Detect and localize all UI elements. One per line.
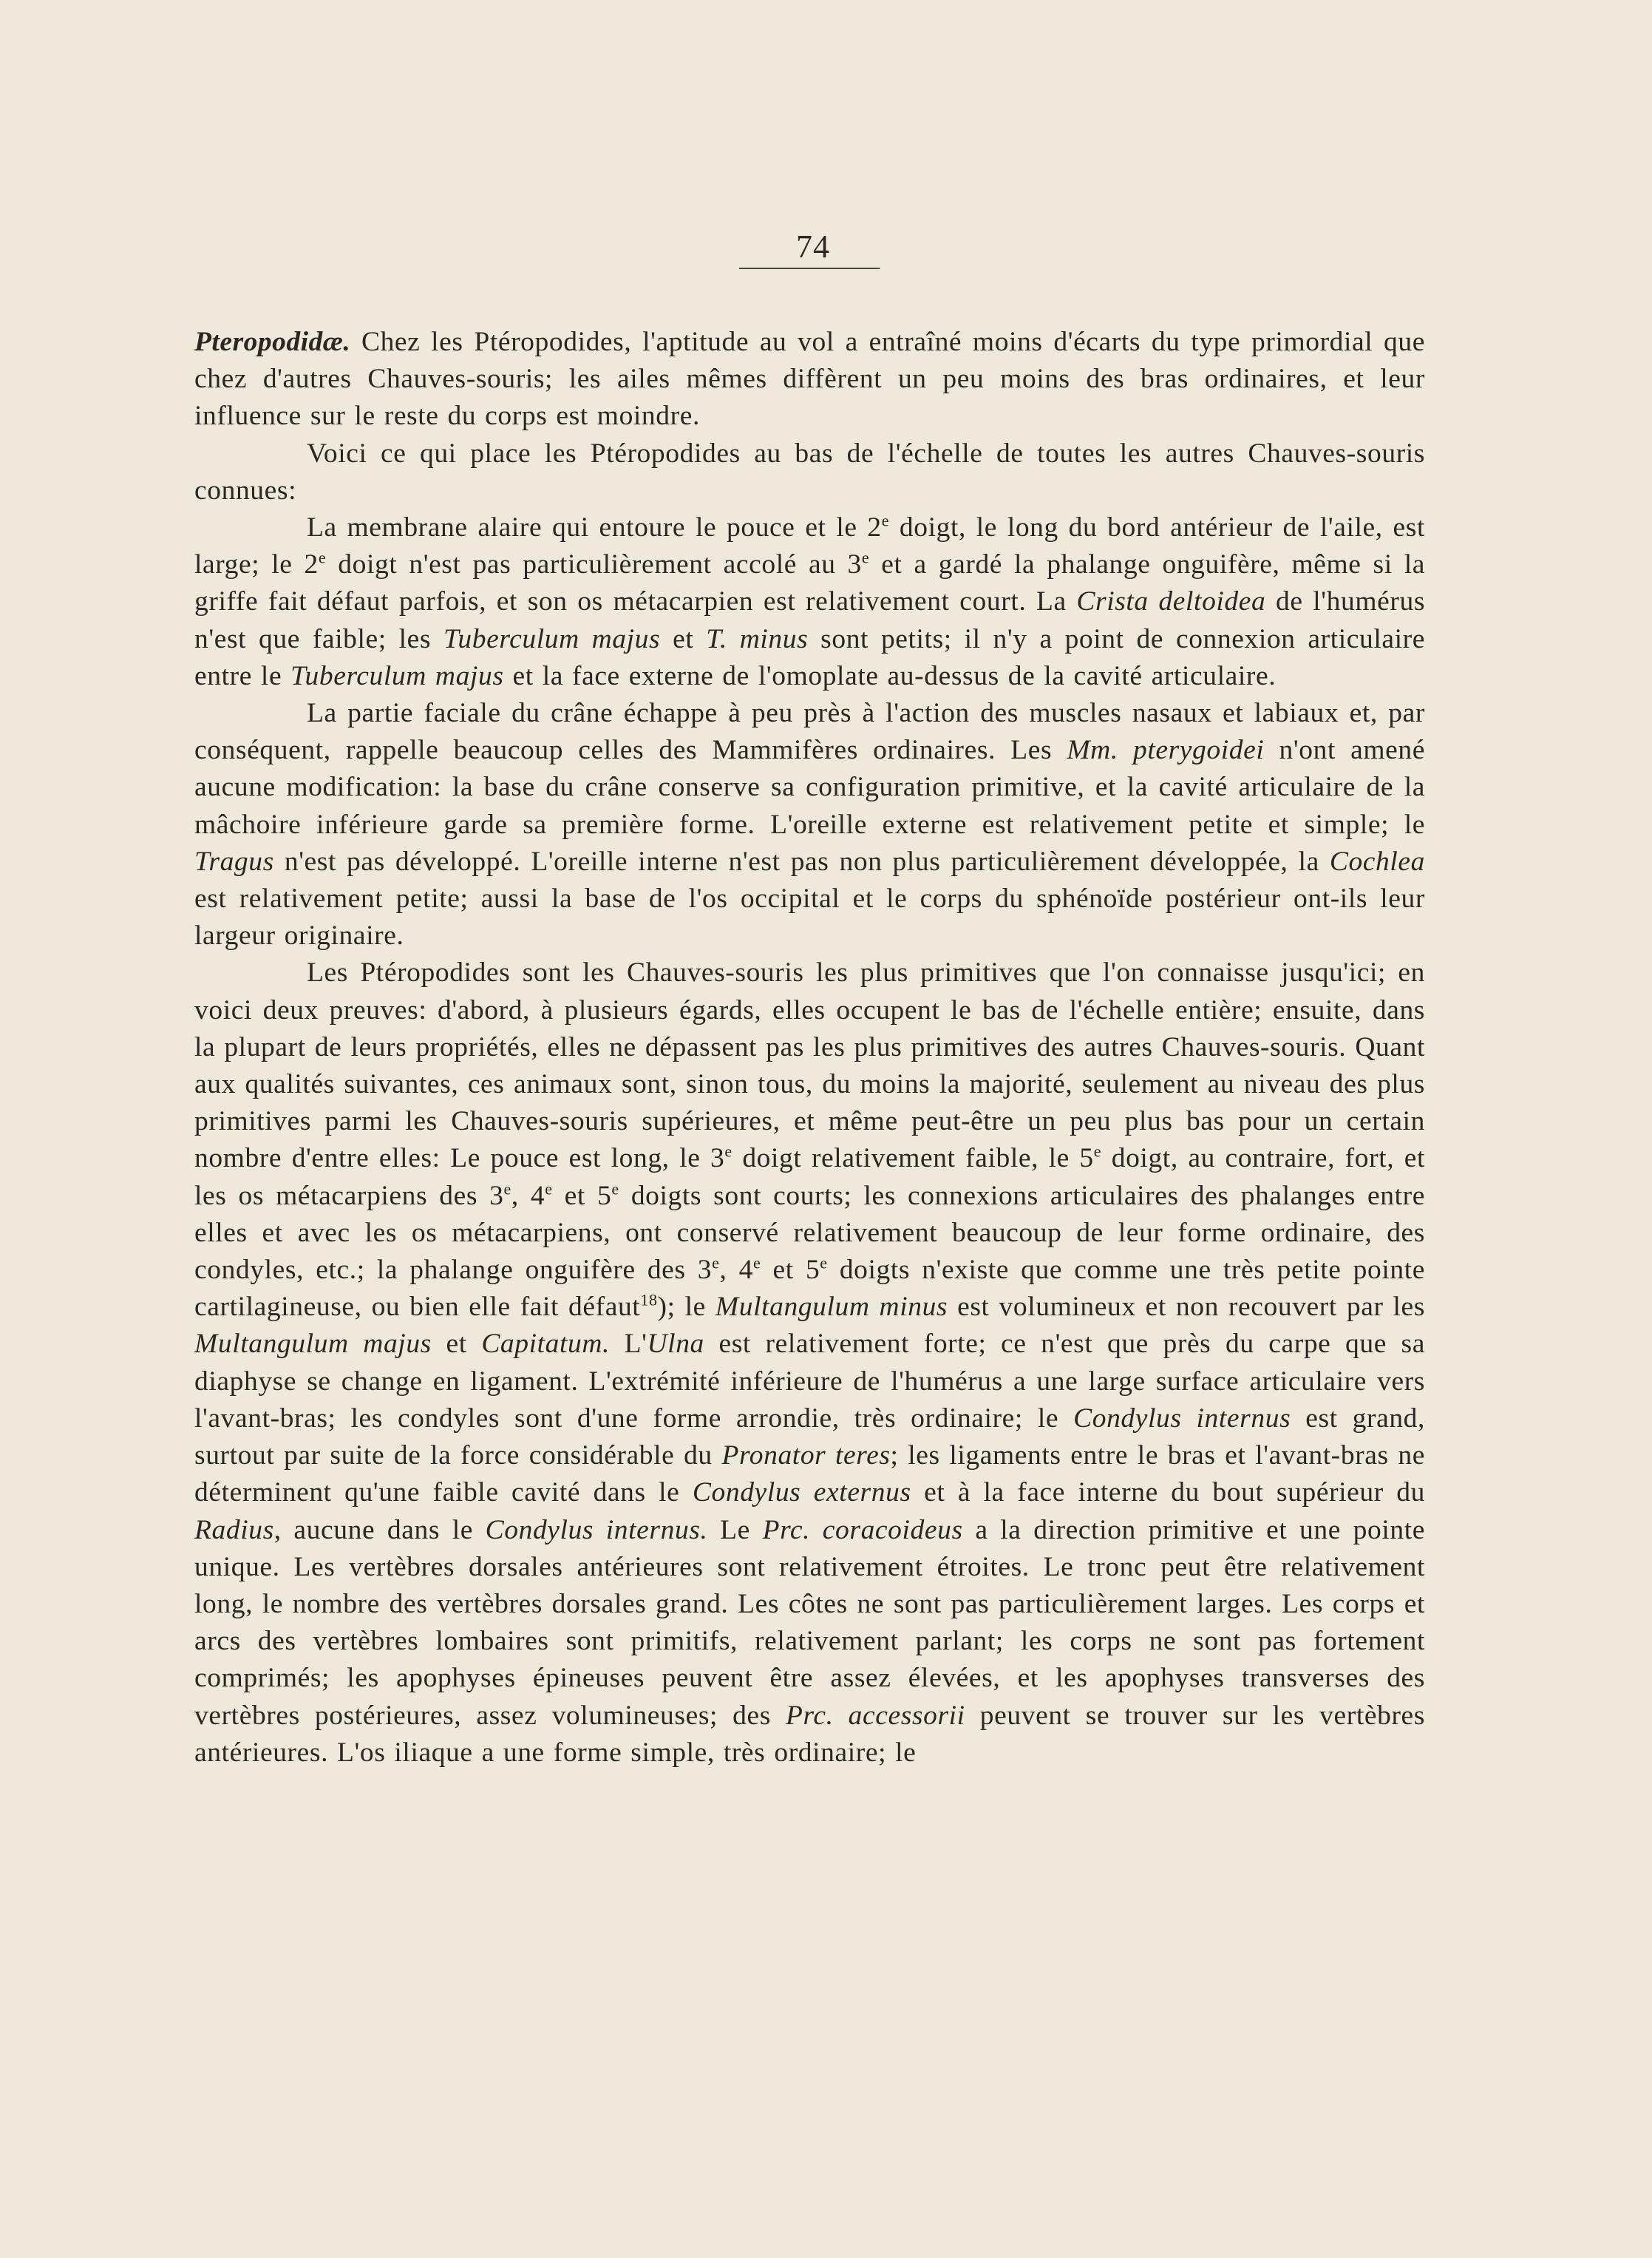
page-number: 74	[796, 228, 830, 265]
superscript: e	[611, 1179, 619, 1198]
text-run: doigt n'est pas particulièrement accolé au 3	[326, 549, 862, 580]
italic-term: Tuberculum majus	[290, 660, 504, 691]
text-run: et a gardé la phalange onguifère, même si la griffe fait défaut parfois, et son os métacarpien est relativement court. La	[194, 549, 1425, 617]
text-run: , aucune dans le	[273, 1514, 486, 1545]
paragraph	[194, 324, 1425, 435]
text-run: est relativement petite; aussi la base de l'os occipital et le corps du sphénoïde postérieur ont-ils leur largeur originaire.	[194, 884, 1425, 952]
paragraph	[194, 695, 1425, 955]
italic-term: Multangulum majus	[194, 1329, 432, 1360]
text-run: a la direction primitive et une pointe unique. Les vertèbres dorsales antérieures sont relativement étroites. Le tronc peut être relativement long, le nombre des vertèbres dorsales grand. Les côtes ne sont pas particulièrement larges. Les corps et arcs des vertèbres lombaires sont primitifs, relativement parlant; les corps ne sont pas fortement comprimés; les apophyses épineuses peuvent être assez élevées, et les apophyses transverses des vertèbres postérieures, assez volumineuses; des	[194, 1514, 1426, 1731]
superscript: e	[318, 548, 327, 567]
text-run: , 4	[511, 1180, 545, 1211]
text-run: et	[660, 623, 707, 654]
text-run: de l'humérus n'est que faible; les	[194, 586, 1426, 654]
family-heading: Pteropodidæ.	[194, 327, 351, 357]
italic-term: Mm. pterygoidei	[1067, 735, 1265, 766]
paragraph	[194, 509, 1425, 695]
superscript: e	[545, 1179, 553, 1198]
text-run: doigts n'existe que comme une très petite pointe cartilagineuse, ou bien elle fait défaut	[194, 1255, 1425, 1323]
italic-term: Multangulum minus	[715, 1292, 948, 1323]
italic-term: Radius	[194, 1514, 274, 1545]
italic-term: Tragus	[194, 846, 274, 877]
body-text	[194, 324, 1425, 1772]
italic-term: Condylus externus	[692, 1477, 911, 1508]
text-run: doigt relativement faible, le 5	[732, 1143, 1094, 1174]
text-run: peuvent se trouver sur les vertèbres antérieures. L'os iliaque a une forme simple, très ordinaire; le	[194, 1700, 1425, 1768]
italic-term: Prc. accessorii	[786, 1700, 965, 1731]
italic-term: T. minus	[706, 623, 809, 654]
text-run: est relativement forte; ce n'est que près du carpe que sa diaphyse se change en ligament. L'extrémité inférieure de l'humérus a une large surface articulaire vers l'avant-bras; les condyles sont d'une forme arrondie, très ordinaire; le	[194, 1329, 1425, 1434]
text-run: ); le	[657, 1292, 715, 1323]
italic-term: Capitatum.	[481, 1329, 611, 1360]
text-run: et 5	[552, 1180, 612, 1211]
italic-term: Prc. coracoideus	[762, 1514, 963, 1545]
superscript: e	[724, 1142, 732, 1161]
text-run: et 5	[761, 1255, 820, 1286]
text-run: L'	[610, 1329, 647, 1360]
superscript: e	[861, 548, 870, 567]
superscript: e	[1093, 1142, 1102, 1161]
superscript: e	[820, 1253, 828, 1272]
text-run: Chez les Ptéropodides, l'aptitude au vol a entraîné moins d'écarts du type primordial que chez d'autres Chauves-souris; les ailes mêmes diffèrent un peu moins des bras ordinaires, et leur influence sur le reste du corps est moindre.	[194, 327, 1425, 432]
page-number-rule	[739, 268, 880, 269]
text-run: La membrane alaire qui entoure le pouce et le 2	[307, 512, 882, 543]
superscript: 18	[640, 1290, 658, 1309]
paragraph	[194, 955, 1425, 1771]
italic-term: Crista deltoidea	[1076, 586, 1266, 617]
text-run: est volumineux et non recouvert par les	[948, 1292, 1425, 1323]
text-run: doigts sont courts; les connexions articulaires des phalanges entre elles et avec les os métacarpiens, ont conservé relativement beaucoup de leur forme ordinaire, des condyles, etc.; la phalange onguifère des 3	[194, 1180, 1425, 1286]
text-run: sont petits; il n'y a point de connexion articulaire entre le	[194, 623, 1425, 691]
text-run: La partie faciale du crâne échappe à peu près à l'action des muscles nasaux et labiaux et, par conséquent, rappelle beaucoup celles des Mammifères ordinaires. Les	[194, 698, 1425, 766]
text-run: n'est pas développé. L'oreille interne n'est pas non plus particulièrement développée, la	[273, 846, 1330, 877]
italic-term: Tuberculum majus	[443, 623, 661, 654]
italic-term: Condylus internus	[1073, 1403, 1291, 1434]
italic-term: Pronator teres	[721, 1440, 891, 1471]
text-run: Voici ce qui place les Ptéropodides au bas de l'échelle de toutes les autres Chauves-souris connues:	[194, 438, 1425, 506]
paragraph	[194, 435, 1425, 509]
superscript: e	[881, 511, 890, 530]
superscript: e	[712, 1253, 720, 1272]
text-run: Le	[707, 1514, 763, 1545]
italic-term: Cochlea	[1329, 846, 1425, 877]
text-run: doigt, le long du bord antérieur de l'aile, est large; le 2	[194, 512, 1425, 580]
text-run: doigt, au contraire, fort, et les os métacarpiens des 3	[194, 1143, 1426, 1211]
text-run: est grand, surtout par suite de la force considérable du	[194, 1403, 1425, 1471]
text-run: et	[431, 1329, 482, 1360]
text-run: et la face externe de l'omoplate au-dessus de la cavité articulaire.	[503, 660, 1277, 691]
text-run: et à la face interne du bout supérieur du	[911, 1477, 1426, 1508]
superscript: e	[753, 1253, 761, 1272]
italic-term: Ulna	[647, 1329, 704, 1360]
text-run: Les Ptéropodides sont les Chauves-souris les plus primitives que l'on connaisse jusqu'ici; en voici deux preuves: d'abord, à plusieurs égards, elles occupent le bas de l'échelle entière; ensuite, dans la plupart de leurs propriétés, elles ne dépassent pas les plus primitives des autres Chauves-souris. Quant aux qualités suivantes, ces animaux sont, sinon tous, du moins la majorité, seulement au niveau des plus primitives parmi les Chauves-souris supérieures, et même peut-être un peu plus bas pour un certain nombre d'entre elles: Le pouce est long, le 3	[194, 957, 1425, 1174]
text-run: , 4	[719, 1255, 753, 1286]
text-run: ; les ligaments entre le bras et l'avant-bras ne déterminent qu'une faible cavité dans le	[194, 1440, 1425, 1508]
superscript: e	[503, 1179, 511, 1198]
text-run: n'ont amené aucune modification: la base du crâne conserve sa configuration primitive, et la cavité articulaire de la mâchoire inférieure garde sa première forme. L'oreille externe est relativement petite et simple; le	[194, 735, 1425, 840]
italic-term: Condylus internus.	[485, 1514, 708, 1545]
